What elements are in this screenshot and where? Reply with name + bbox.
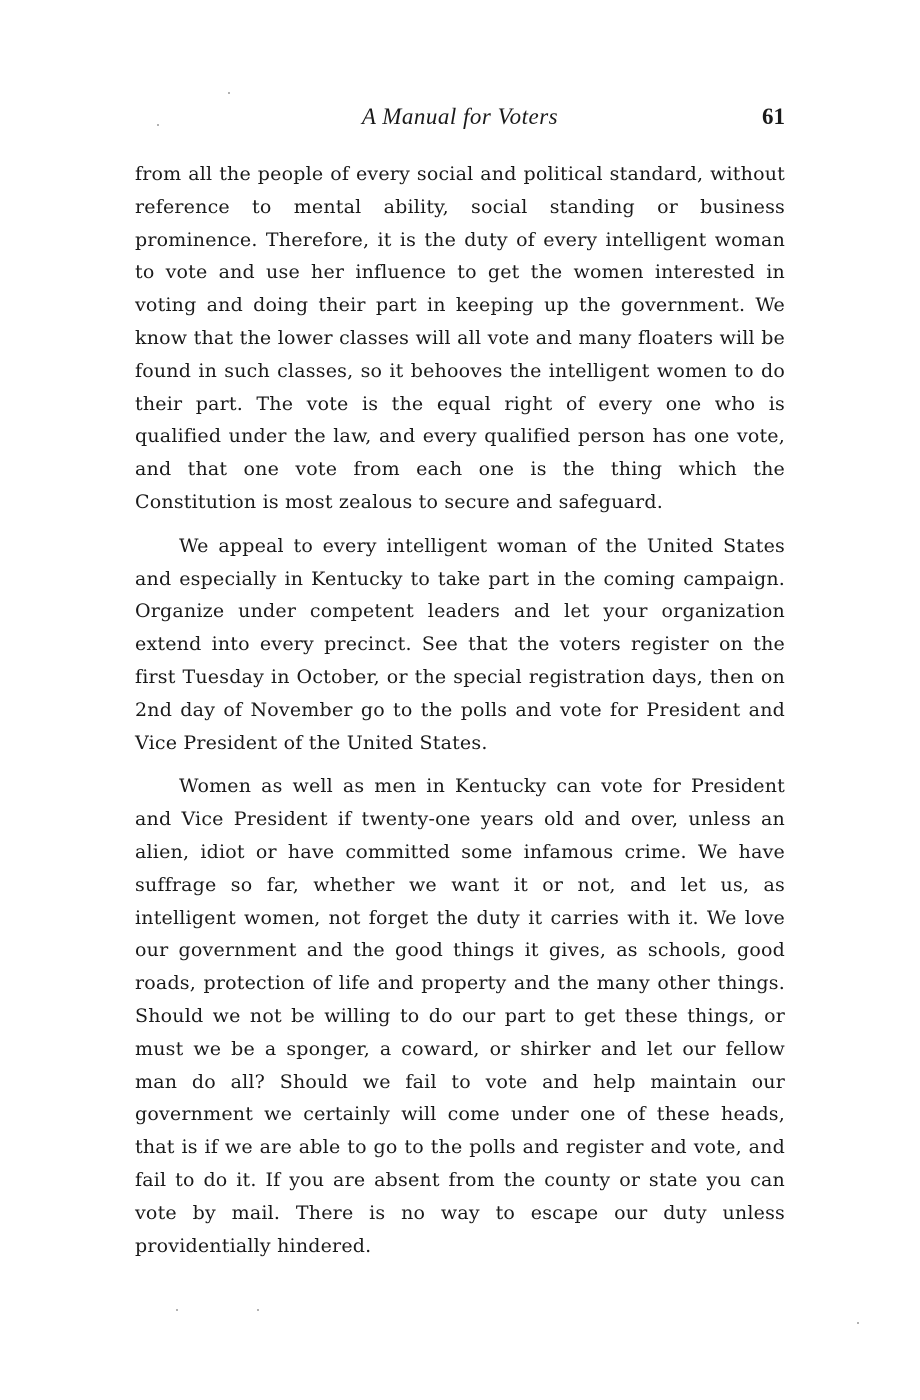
scan-speck: [857, 1322, 859, 1324]
scan-speck: [176, 1309, 178, 1311]
body-text: [135, 158, 785, 1262]
page-number: 61: [762, 104, 785, 129]
paragraph-duty: Women as well as men in Kentucky can vote for President and Vice President if twenty-one years old and over, unless an alien, idiot or have committed some infamous crime. We have suffrage so far, whether we want it or not, and let us, as intelligent women, not forget the duty it carries with it. We love our government and the good things it gives, as schools, good roads, protection of life and property and the many other things. Should we not be willing to do our part to get these things, or must we be a sponger, a coward, or shirker and let our fellow man do all? Should we fail to vote and help maintain our government we certainly will come under one of these heads, that is if we are able to go to the polls and register and vote, and fail to do it. If you are absent from the county or state you can vote by mail. There is no way to escape our duty unless providentially hindered.: [135, 775, 785, 1257]
scan-speck: [228, 92, 230, 94]
paragraph-continuation: from all the people of every social and political standard, without reference to mental ability, social standing or business prominence. Therefore, it is the duty of every intelligent woman to vote and use her influence to get the women interested in voting and doing their part in keeping up the government. We know that the lower classes will all vote and many floaters will be found in such classes, so it behooves the intelligent women to do their part. The vote is the equal right of every one who is qualified under the law, and every qualified person has one vote, and that one vote from each one is the thing which the Constitution is most zealous to secure and safeguard.: [135, 163, 785, 513]
running-head: [135, 104, 785, 136]
scan-speck: [257, 1309, 259, 1311]
running-title: A Manual for Voters: [361, 104, 559, 129]
scan-speck: [157, 124, 159, 126]
paragraph-appeal: We appeal to every intelligent woman of the United States and especially in Kentucky to take part in the coming campaign. Organize under competent leaders and let your organization extend into every precinct. See that the voters register on the first Tuesday in October, or the special registration days, then on 2nd day of November go to the polls and vote for President and Vice President of the United States.: [135, 534, 785, 754]
